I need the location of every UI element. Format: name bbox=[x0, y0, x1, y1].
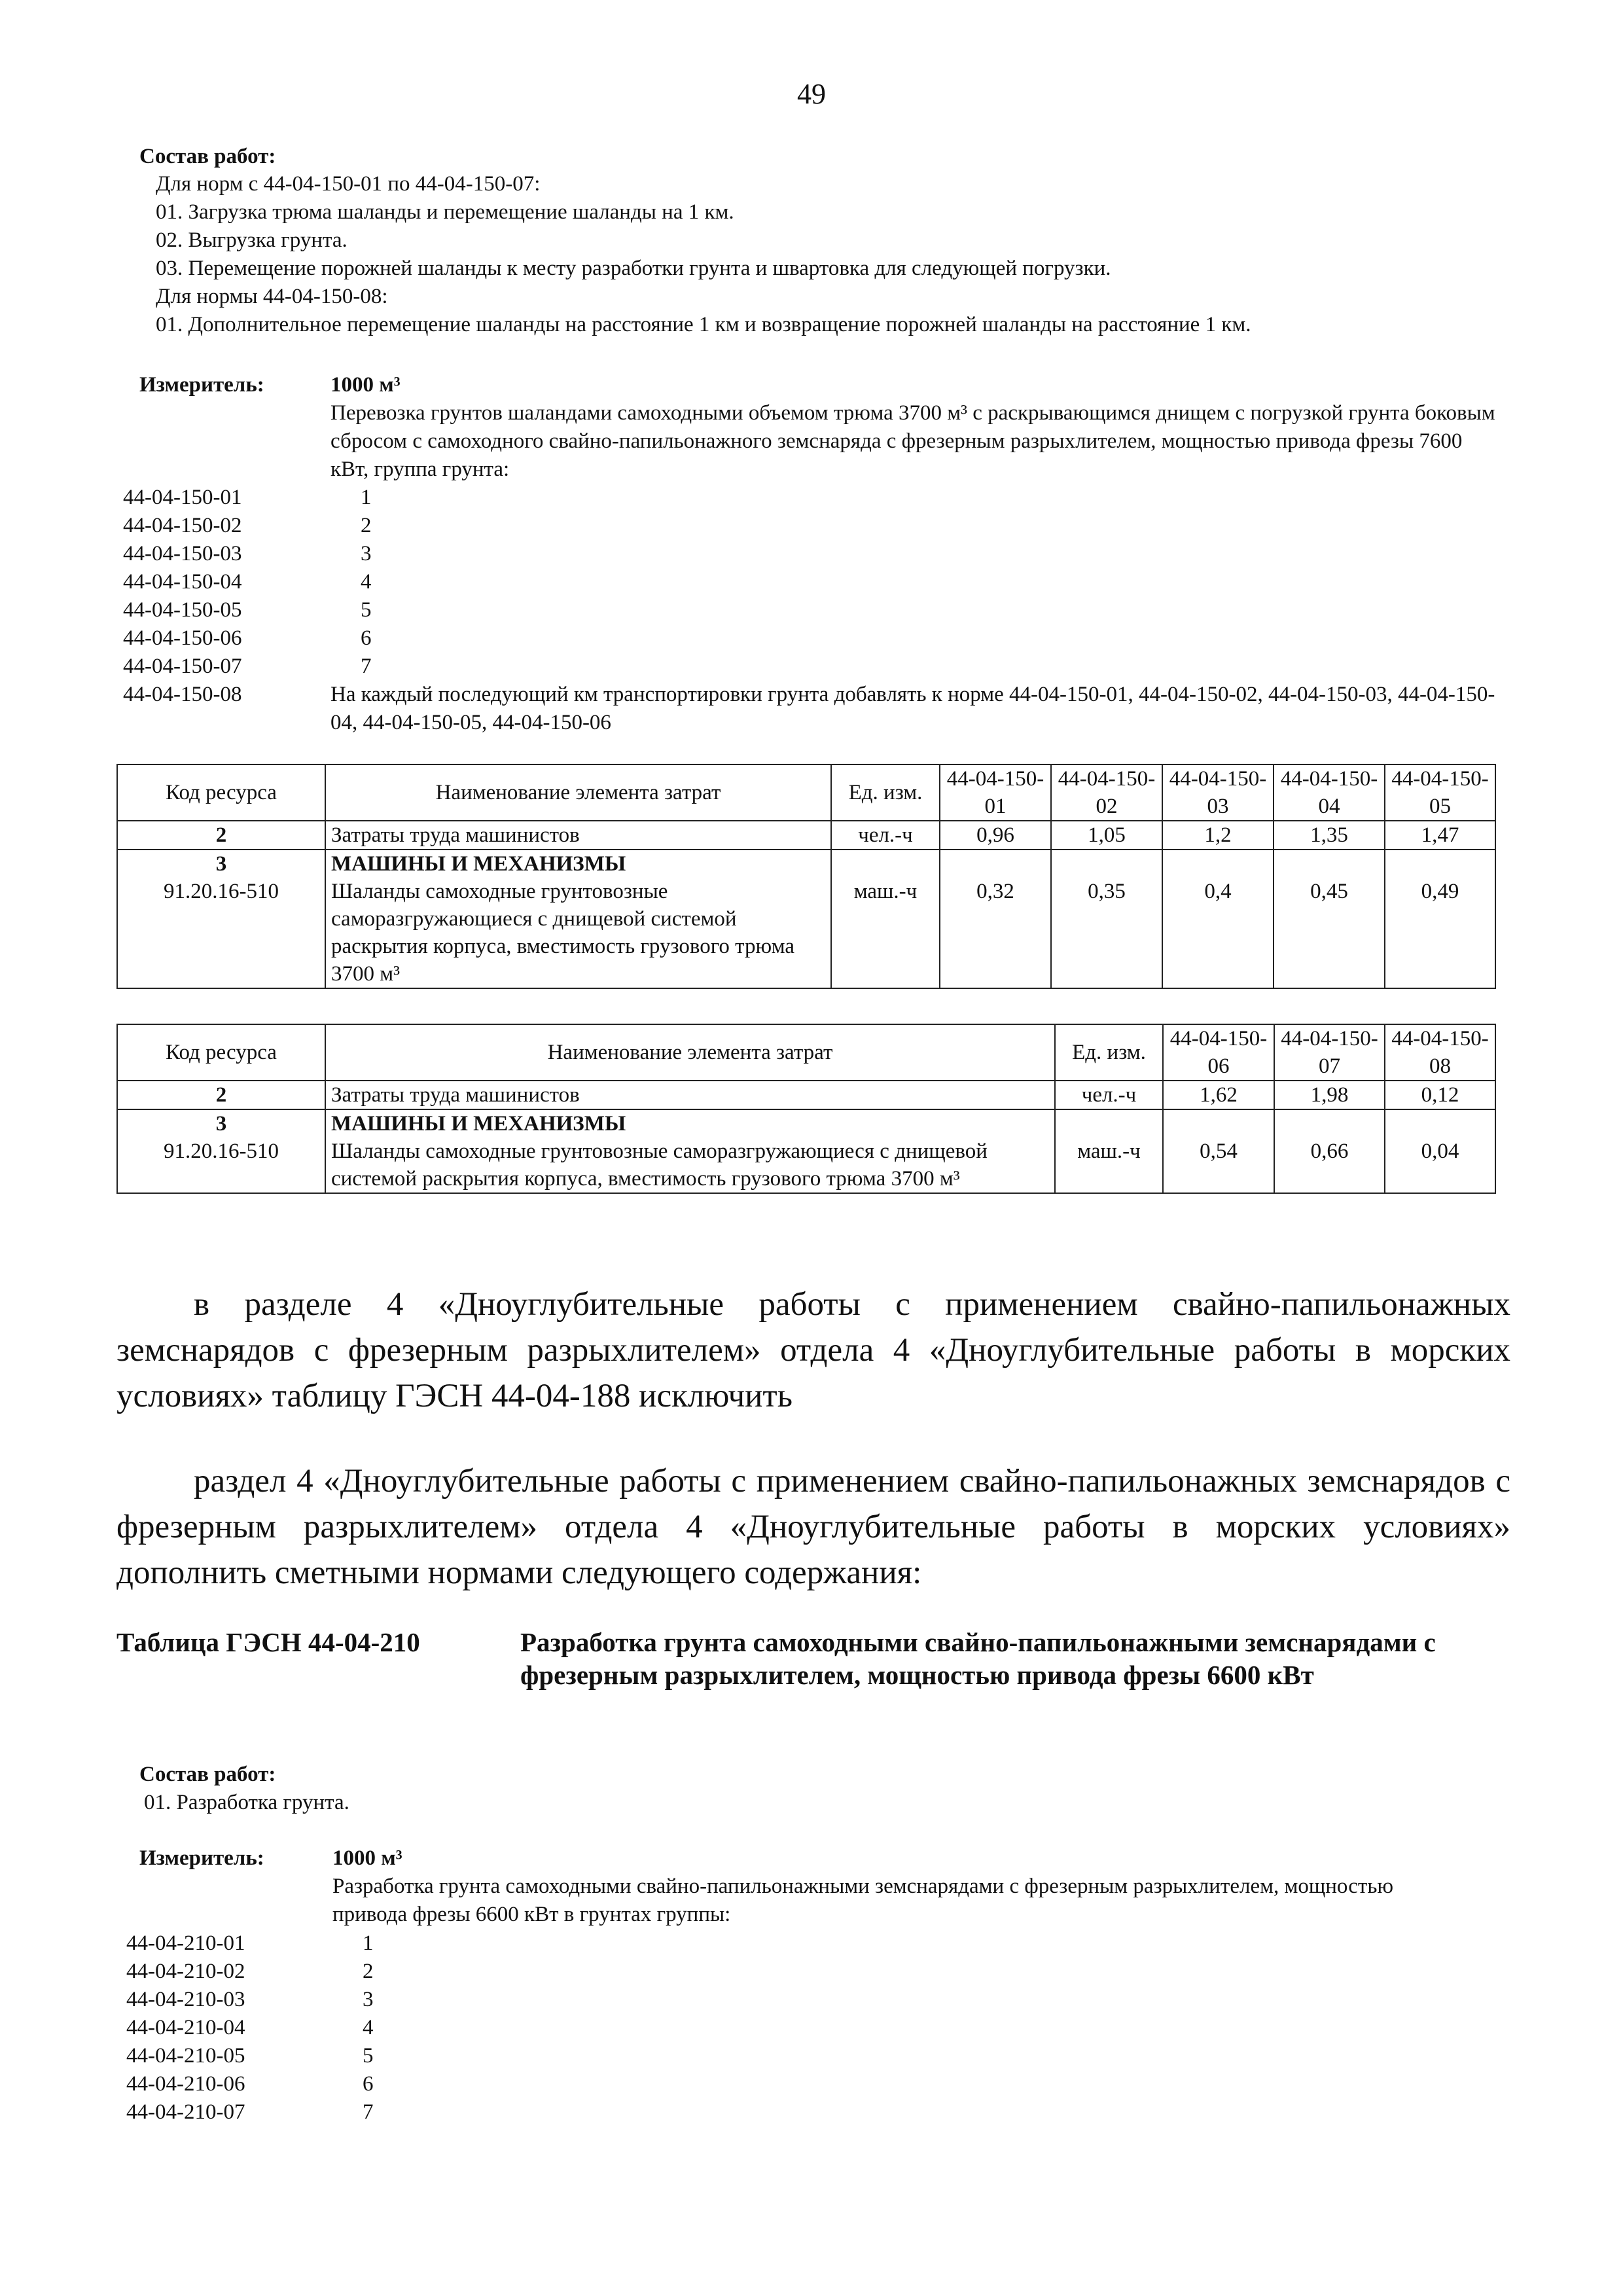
table-header-row bbox=[117, 1024, 1495, 1081]
norm-code: 44-04-150-04 bbox=[123, 570, 242, 594]
soil-group: 1 bbox=[363, 1931, 374, 1955]
header-norm-code: 44-04-150-04 bbox=[1274, 764, 1385, 821]
header-resource-code: Код ресурса bbox=[117, 1024, 325, 1081]
composition-title: Состав работ: bbox=[139, 145, 276, 168]
norm-code: 44-04-210-04 bbox=[126, 2016, 245, 2039]
value-cell: 0,96 bbox=[940, 821, 1051, 850]
cost-element-block bbox=[325, 850, 831, 988]
cost-element: Затраты труда машинистов bbox=[325, 821, 831, 850]
value-cell: 0,54 bbox=[1200, 1139, 1238, 1163]
soil-group: 3 bbox=[361, 542, 372, 565]
resource-code: 3 bbox=[215, 852, 227, 876]
soil-group: 6 bbox=[361, 626, 372, 650]
measure-label: Измеритель: bbox=[139, 1846, 264, 1870]
header-cost-element: Наименование элемента затрат bbox=[325, 764, 831, 821]
value-block bbox=[1274, 850, 1385, 988]
value-cell: 0,45 bbox=[1310, 880, 1348, 903]
paragraph-supplement: раздел 4 «Дноуглубительные работы с применением свайно-папильонажных земснарядов с фрезерным разрыхлителем» отдела 4 «Дноуглубительные работы в морских условиях» дополнить сметными нормами следующего содержания: bbox=[116, 1463, 1510, 1591]
resource-code-block bbox=[117, 850, 325, 988]
soil-groups bbox=[363, 1929, 374, 2126]
value-block bbox=[1385, 1109, 1495, 1193]
soil-group: 5 bbox=[361, 598, 372, 622]
norm-code: 44-04-150-02 bbox=[123, 514, 242, 537]
composition-line: Для норм с 44-04-150-01 по 44-04-150-07: bbox=[156, 172, 541, 196]
header-norm-code: 44-04-150-05 bbox=[1385, 764, 1495, 821]
page-number: 49 bbox=[797, 78, 826, 110]
soil-group: 1 bbox=[361, 486, 372, 509]
norm-codes bbox=[126, 1929, 245, 2126]
resource-code: 2 bbox=[117, 821, 325, 850]
cost-element: Шаланды самоходные грунтовозные саморазгружающиеся с днищевой системой раскрытия корпуса, вместимость грузового трюма 3700 м³ bbox=[331, 880, 795, 986]
resource-code: 3 bbox=[215, 1112, 227, 1136]
soil-group: 5 bbox=[363, 2044, 374, 2068]
resource-code: 91.20.16-510 bbox=[164, 880, 279, 903]
paragraph-exclude: в разделе 4 «Дноуглубительные работы с применением свайно-папильонажных земснарядов с фрезерным разрыхлителем» отдела 4 «Дноуглубительные работы в морских условиях» таблицу ГЭСН 44-04-188 исключить bbox=[116, 1286, 1510, 1414]
value-cell: 0,66 bbox=[1310, 1139, 1349, 1163]
header-unit: Ед. изм. bbox=[1055, 1024, 1163, 1081]
value-cell: 1,62 bbox=[1163, 1081, 1274, 1109]
value-block bbox=[1162, 850, 1274, 988]
unit: чел.-ч bbox=[831, 821, 940, 850]
unit: маш.-ч bbox=[1077, 1139, 1141, 1163]
table-label: Таблица ГЭСН 44-04-210 bbox=[116, 1627, 420, 1657]
composition-list bbox=[156, 170, 1530, 339]
composition-line: 03. Перемещение порожней шаланды к месту разработки грунта и швартовка для следующей погрузки. bbox=[156, 257, 1111, 280]
composition-line: Для нормы 44-04-150-08: bbox=[156, 285, 388, 308]
value-cell: 1,05 bbox=[1051, 821, 1162, 850]
table-row bbox=[117, 850, 1495, 988]
composition-line: 02. Выгрузка грунта. bbox=[156, 228, 348, 252]
value-cell: 0,32 bbox=[976, 880, 1014, 903]
value-cell: 1,47 bbox=[1385, 821, 1495, 850]
norm-code: 44-04-150-08 bbox=[123, 683, 242, 706]
norm-description: Разработка грунта самоходными свайно-папильонажными земснарядами с фрезерным разрыхлителем, мощностью привода фрезы 6600 кВт в грунтах группы: bbox=[332, 1874, 1394, 1926]
norm-description: Перевозка грунтов шаландами самоходными объемом трюма 3700 м³ с раскрывающимся днищем с погрузкой грунта боковым сбросом с самоходного свайно-папильонажного земснаряда с фрезерным разрыхлителем, мощностью привода фрезы 7600 кВт, группа грунта: bbox=[330, 401, 1495, 481]
header-norm-code: 44-04-150-03 bbox=[1162, 764, 1274, 821]
value-block bbox=[1163, 1109, 1274, 1193]
header-norm-code: 44-04-150-08 bbox=[1385, 1024, 1495, 1081]
unit: маш.-ч bbox=[853, 880, 918, 903]
norm-code: 44-04-150-06 bbox=[123, 626, 242, 650]
measure-value: 1000 м³ bbox=[332, 1846, 402, 1870]
norm-code: 44-04-210-01 bbox=[126, 1931, 245, 1955]
soil-group: 7 bbox=[361, 655, 372, 678]
value-block bbox=[1274, 1109, 1385, 1193]
value-cell: 1,2 bbox=[1162, 821, 1274, 850]
norm-code: 44-04-210-02 bbox=[126, 1960, 245, 1983]
measure-label: Измеритель: bbox=[139, 373, 264, 397]
header-unit: Ед. изм. bbox=[831, 764, 940, 821]
header-norm-code: 44-04-150-01 bbox=[940, 764, 1051, 821]
value-cell: 0,12 bbox=[1385, 1081, 1495, 1109]
soil-group: 6 bbox=[363, 2072, 374, 2096]
value-block bbox=[1051, 850, 1162, 988]
table-title: Разработка грунта самоходными свайно-папильонажными земснарядами с фрезерным разрыхлителем, мощностью привода фрезы 6600 кВт bbox=[520, 1627, 1436, 1690]
header-resource-code: Код ресурса bbox=[117, 764, 325, 821]
measure-value: 1000 м³ bbox=[330, 373, 401, 397]
value-block bbox=[1385, 850, 1495, 988]
value-cell: 1,35 bbox=[1274, 821, 1385, 850]
value-cell: 0,49 bbox=[1421, 880, 1459, 903]
value-cell: 0,35 bbox=[1088, 880, 1126, 903]
header-norm-code: 44-04-150-07 bbox=[1274, 1024, 1385, 1081]
additional-km-note: На каждый последующий км транспортировки грунта добавлять к норме 44-04-150-01, 44-04-150-02, 44-04-150-03, 44-04-150-04, 44-04-150-05, 44-04-150-06 bbox=[330, 683, 1495, 734]
soil-group: 4 bbox=[363, 2016, 374, 2039]
cost-element-block bbox=[325, 1109, 1055, 1193]
norm-code: 44-04-150-01 bbox=[123, 486, 242, 509]
resource-table-2 bbox=[116, 1024, 1496, 1194]
unit-block bbox=[1055, 1109, 1163, 1193]
table-row bbox=[117, 1109, 1495, 1193]
cost-element: Затраты труда машинистов bbox=[325, 1081, 1055, 1109]
norm-code: 44-04-210-06 bbox=[126, 2072, 245, 2096]
composition-line: 01. Дополнительное перемещение шаланды на расстояние 1 км и возвращение порожней шаланды на расстояние 1 км. bbox=[156, 313, 1251, 336]
table-header-row bbox=[117, 764, 1495, 821]
norm-code: 44-04-210-03 bbox=[126, 1988, 245, 2011]
norm-code: 44-04-150-03 bbox=[123, 542, 242, 565]
composition-line: 01. Разработка грунта. bbox=[144, 1791, 349, 1814]
soil-group: 7 bbox=[363, 2100, 374, 2124]
table-row bbox=[117, 821, 1495, 850]
header-cost-element: Наименование элемента затрат bbox=[325, 1024, 1055, 1081]
soil-group: 2 bbox=[363, 1960, 374, 1983]
value-cell: 1,98 bbox=[1274, 1081, 1385, 1109]
norm-code: 44-04-150-07 bbox=[123, 655, 242, 678]
soil-group: 3 bbox=[363, 1988, 374, 2011]
header-norm-code: 44-04-150-02 bbox=[1051, 764, 1162, 821]
composition-line: 01. Загрузка трюма шаланды и перемещение шаланды на 1 км. bbox=[156, 200, 734, 224]
header-norm-code: 44-04-150-06 bbox=[1163, 1024, 1274, 1081]
resource-code: 91.20.16-510 bbox=[164, 1139, 279, 1163]
resource-code: 2 bbox=[117, 1081, 325, 1109]
value-cell: 0,4 bbox=[1204, 880, 1232, 903]
resource-table-1 bbox=[116, 764, 1496, 989]
soil-group: 2 bbox=[361, 514, 372, 537]
composition-title: Состав работ: bbox=[139, 1763, 276, 1786]
norm-code: 44-04-210-05 bbox=[126, 2044, 245, 2068]
norm-codes bbox=[123, 484, 241, 709]
resource-code-block bbox=[117, 1109, 325, 1193]
norm-code: 44-04-210-07 bbox=[126, 2100, 245, 2124]
soil-groups bbox=[361, 484, 372, 681]
value-block bbox=[940, 850, 1051, 988]
cost-element: Шаланды самоходные грунтовозные саморазгружающиеся с днищевой системой раскрытия корпуса, вместимость грузового трюма 3700 м³ bbox=[331, 1139, 988, 1191]
table-row bbox=[117, 1081, 1495, 1109]
unit: чел.-ч bbox=[1055, 1081, 1163, 1109]
value-cell: 0,04 bbox=[1421, 1139, 1459, 1163]
norm-code: 44-04-150-05 bbox=[123, 598, 242, 622]
soil-group: 4 bbox=[361, 570, 372, 594]
section-heading: МАШИНЫ И МЕХАНИЗМЫ bbox=[331, 852, 626, 876]
unit-block bbox=[831, 850, 940, 988]
section-heading: МАШИНЫ И МЕХАНИЗМЫ bbox=[331, 1112, 626, 1136]
